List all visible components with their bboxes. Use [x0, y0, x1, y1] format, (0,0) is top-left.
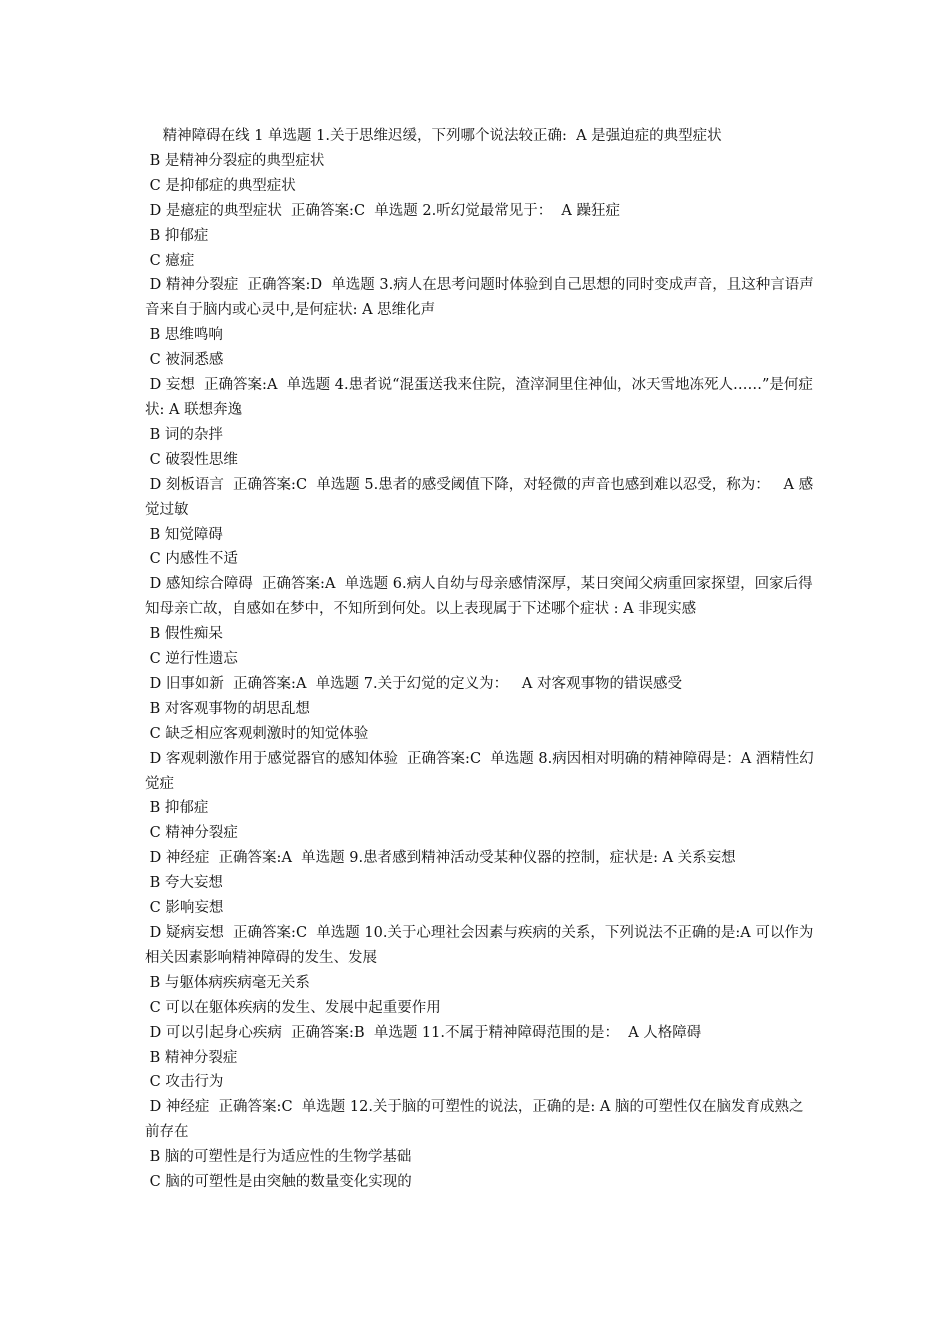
- document-line: B 假性痴呆: [145, 626, 223, 643]
- document-line: C 被洞悉感: [145, 352, 224, 369]
- document-line: B 词的杂拌: [145, 426, 223, 443]
- document-line: C 脑的可塑性是由突触的数量变化实现的: [145, 1174, 412, 1191]
- document-line: D 神经症 正确答案:A 单选题 9.患者感到精神活动受某种仪器的控制，症状是: A 关系妄想: [145, 850, 736, 867]
- document-line: C 破裂性思维: [145, 451, 238, 468]
- document-line: D 感知综合障碍 正确答案:A 单选题 6.病人自幼与母亲感情深厚，某日突闻父病重回家探望，回家后得知母亲亡故，自感如在梦中，不知所到何处。以上表现属于下述哪个症状 : A 非现实感: [145, 576, 813, 618]
- document-line: B 精神分裂症: [145, 1049, 238, 1066]
- document-line: B 是精神分裂症的典型症状: [145, 152, 325, 169]
- document-line: D 可以引起身心疾病 正确答案:B 单选题 11.不属于精神障碍范围的是： A 人格障碍: [145, 1024, 702, 1041]
- document-line: D 客观刺激作用于感觉器官的感知体验 正确答案:C 单选题 8.病因相对明确的精神障碍是：A 酒精性幻觉症: [145, 750, 814, 792]
- document-line: C 攻击行为: [145, 1074, 224, 1091]
- document-line: B 与躯体病疾病毫无关系: [145, 974, 310, 991]
- document-line: B 思维鸣响: [145, 327, 223, 344]
- document-line: B 抑郁症: [145, 227, 209, 244]
- document-line: D 疑病妄想 正确答案:C 单选题 10.关于心理社会因素与疾病的关系，下列说法不正确的是:A 可以作为相关因素影响精神障碍的发生、发展: [145, 925, 814, 966]
- document-line: D 是癔症的典型症状 正确答案:C 单选题 2.听幻觉最常见于： A 躁狂症: [145, 202, 621, 219]
- document-first-line: 精神障碍在线 1 单选题 1.关于思维迟缓，下列哪个说法较正确: A 是强迫症的典型症状: [158, 128, 722, 144]
- document-line: C 是抑郁症的典型症状: [145, 177, 296, 194]
- document-line: C 精神分裂症: [145, 825, 238, 842]
- document-body: [145, 124, 815, 1195]
- document-line: D 妄想 正确答案:A 单选题 4.患者说“混蛋送我来住院，渣滓洞里住神仙，冰天雪地冻死人……”是何症状: A 联想奔逸: [145, 377, 813, 418]
- document-line: B 脑的可塑性是行为适应性的生物学基础: [145, 1149, 412, 1166]
- document-line: C 影响妄想: [145, 900, 224, 917]
- document-line: C 内感性不适: [145, 551, 238, 568]
- document-line: C 缺乏相应客观刺激时的知觉体验: [145, 725, 369, 742]
- document-line: D 刻板语言 正确答案:C 单选题 5.患者的感受阈值下降，对轻微的声音也感到难以忍受，称为： A 感觉过敏: [145, 476, 814, 518]
- document-line: C 癔症: [145, 252, 195, 269]
- document-line: D 精神分裂症 正确答案:D 单选题 3.病人在思考问题时体验到自己思想的同时变成声音，且这种言语声音来自于脑内或心灵中,是何症状: A 思维化声: [145, 277, 814, 319]
- document-line: D 神经症 正确答案:C 单选题 12.关于脑的可塑性的说法，正确的是: A 脑的可塑性仅在脑发育成熟之前存在: [145, 1099, 804, 1141]
- document-line: B 夸大妄想: [145, 875, 223, 892]
- document-line: B 对客观事物的胡思乱想: [145, 700, 310, 717]
- document-line: B 抑郁症: [145, 800, 209, 817]
- document-line: D 旧事如新 正确答案:A 单选题 7.关于幻觉的定义为： A 对客观事物的错误感受: [145, 675, 682, 692]
- document-line: C 逆行性遗忘: [145, 651, 238, 668]
- document-line: B 知觉障碍: [145, 526, 223, 543]
- document-line: C 可以在躯体疾病的发生、发展中起重要作用: [145, 999, 441, 1016]
